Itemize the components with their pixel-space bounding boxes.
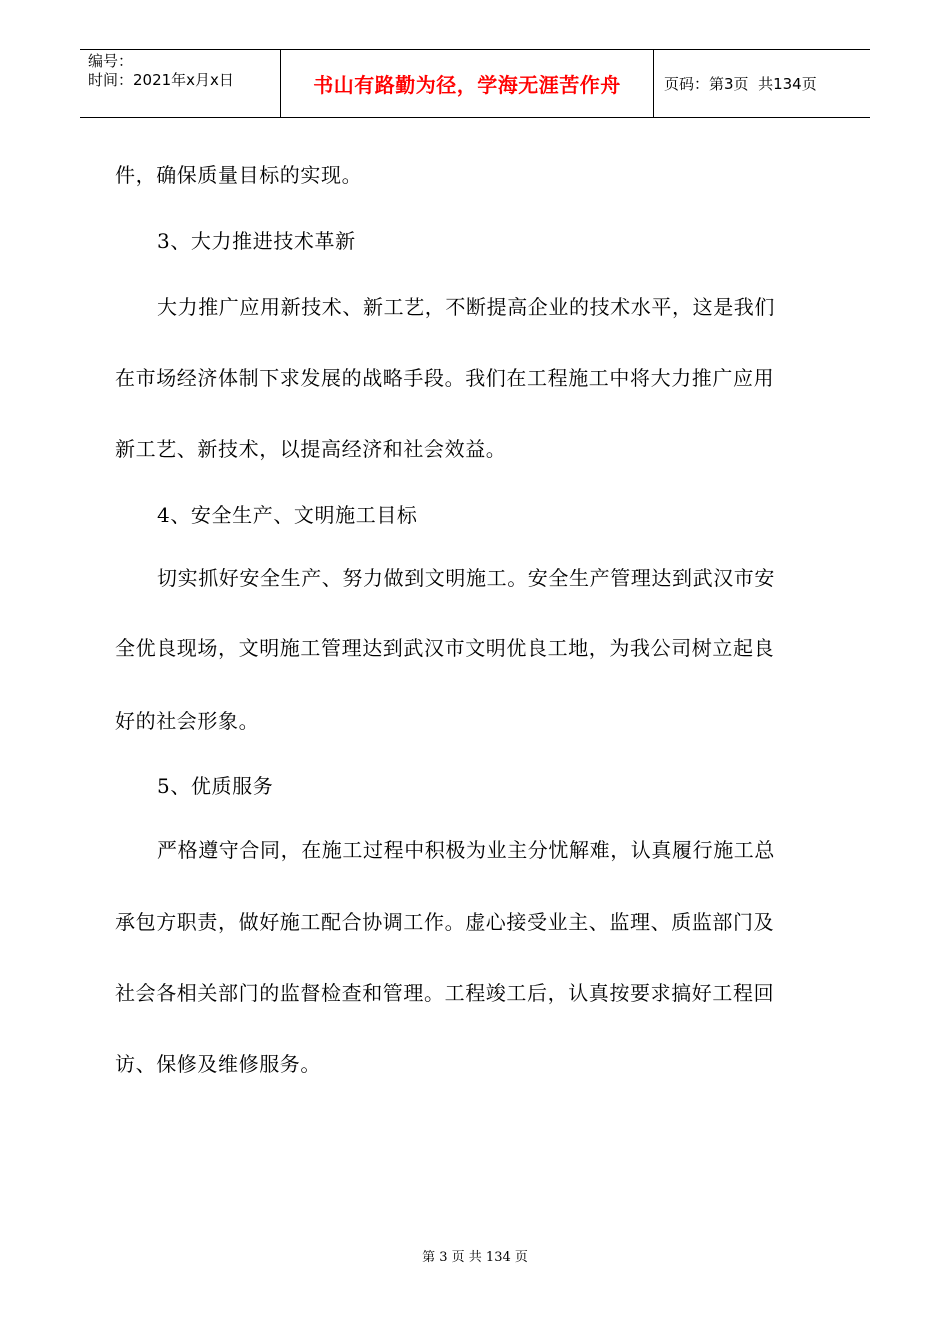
page-footer: 第 3 页 共 134 页 — [422, 1250, 528, 1265]
paragraph-line: 好的社会形象。 — [115, 709, 260, 733]
paragraph-line: 严格遵守合同，在施工过程中积极为业主分忧解难，认真履行施工总 — [157, 838, 775, 862]
document-number-label: 编号： — [88, 52, 134, 70]
paragraph-line: 全优良现场，文明施工管理达到武汉市文明优良工地，为我公司树立起良 — [115, 636, 775, 660]
section-heading: 4、安全生产、文明施工目标 — [157, 503, 418, 527]
paragraph-line: 在市场经济体制下求发展的战略手段。我们在工程施工中将大力推广应用 — [115, 366, 775, 390]
section-heading: 3、大力推进技术革新 — [157, 229, 356, 253]
paragraph-line: 切实抓好安全生产、努力做到文明施工。安全生产管理达到武汉市安 — [157, 566, 775, 590]
section-heading: 5、优质服务 — [157, 774, 274, 798]
header-motto: 书山有路勤为径，学海无涯苦作舟 — [313, 73, 621, 97]
header-meta — [80, 50, 281, 117]
header-motto-cell — [281, 50, 654, 117]
paragraph-line: 承包方职责，做好施工配合协调工作。虚心接受业主、监理、质监部门及 — [115, 910, 775, 934]
paragraph-line: 大力推广应用新技术、新工艺，不断提高企业的技术水平，这是我们 — [157, 295, 775, 319]
paragraph-line: 社会各相关部门的监督检查和管理。工程竣工后，认真按要求搞好工程回 — [115, 981, 775, 1005]
header-page-info: 页码：第3页 共134页 — [664, 75, 817, 93]
paragraph-line: 访、保修及维修服务。 — [115, 1052, 321, 1076]
document-time-label: 时间：2021年x月x日 — [88, 71, 234, 89]
paragraph-line: 件，确保质量目标的实现。 — [115, 163, 363, 187]
page-header — [80, 49, 870, 118]
paragraph-line: 新工艺、新技术，以提高经济和社会效益。 — [115, 437, 507, 461]
